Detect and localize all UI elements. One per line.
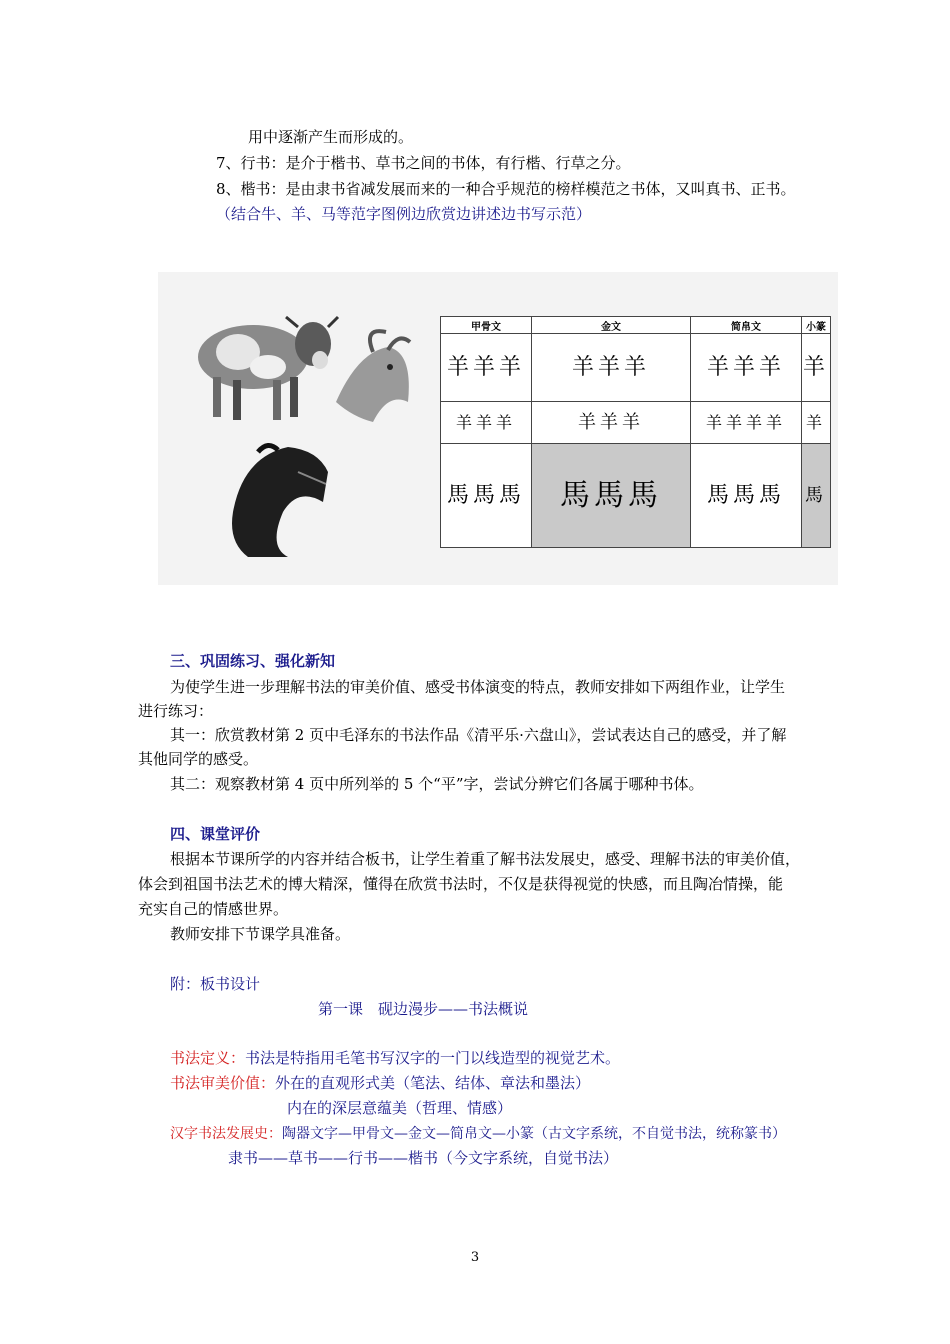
header-jiaguwen: 甲骨文 <box>441 317 532 334</box>
glyph-cell: 馬馬馬 <box>532 444 691 548</box>
glyph-cell: 馬馬馬 <box>441 444 532 548</box>
cow-illustration <box>198 317 338 420</box>
glyph-cell: 羊 <box>802 334 831 402</box>
intro-line-1: 用中逐渐产生而形成的。 <box>248 128 414 146</box>
section4-heading: 四、课堂评价 <box>170 825 261 843</box>
aesthetic-label: 书法审美价值： <box>170 1074 276 1092</box>
aesthetic-text-1: 外在的直观形式美（笔法、结体、章法和墨法） <box>275 1074 591 1092</box>
section4-para-line4: 教师安排下节课学具准备。 <box>170 925 351 943</box>
horse-illustration <box>232 445 328 557</box>
glyph-cell: 羊羊羊 <box>441 402 532 444</box>
board-definition-row <box>170 1048 620 1068</box>
aesthetic-text-2: 内在的深层意蕴美（哲理、情感） <box>287 1099 513 1117</box>
definition-label: 书法定义： <box>170 1049 246 1067</box>
header-xiaozhuan: 小篆 <box>802 317 831 334</box>
section4-para-line3: 充实自己的情感世界。 <box>138 900 289 918</box>
history-text-1: 陶器文字—甲骨文—金文—简帛文—小篆（古文字系统，不自觉书法，统称篆书） <box>282 1126 786 1142</box>
page-number: 3 <box>470 1250 480 1265</box>
glyph-cell: 馬 <box>802 444 831 548</box>
intro-line-2: 7、行书：是介于楷书、草书之间的书体，有行楷、行草之分。 <box>216 154 631 172</box>
glyph-cell: 羊 <box>802 402 831 444</box>
definition-text: 书法是特指用毛笔书写汉字的一门以线造型的视觉艺术。 <box>245 1049 621 1067</box>
section4-para-line1: 根据本节课所学的内容并结合板书，让学生着重了解书法发展史，感受、理解书法的审美价值， <box>170 850 801 868</box>
script-evolution-figure <box>158 272 838 585</box>
glyph-cell: 羊羊羊 <box>441 334 532 402</box>
intro-note: （结合牛、羊、马等范字图例边欣赏边讲述边书写示范） <box>216 205 592 223</box>
section4-para-line2: 体会到祖国书法艺术的博大精深，懂得在欣赏书法时，不仅是获得视觉的快感，而且陶冶情操，能 <box>138 875 784 893</box>
glyph-cell: 羊羊羊 <box>532 334 691 402</box>
section3-item1-line1: 其一：欣赏教材第 2 页中毛泽东的书法作品《清平乐·六盘山》，尝试表达自己的感受，并了解 <box>170 726 787 744</box>
board-title: 第一课 砚边漫步——书法概说 <box>318 1000 529 1018</box>
section3-item1-line2: 其他同学的感受。 <box>138 750 259 768</box>
section3-para1-line1: 为使学生进一步理解书法的审美价值、感受书体演变的特点，教师安排如下两组作业，让学生 <box>170 678 786 696</box>
section3-item2: 其二：观察教材第 4 页中所列举的 5 个“平”字，尝试分辨它们各属于哪种书体。 <box>170 775 704 793</box>
script-evolution-table <box>440 316 831 548</box>
board-aesthetic-row <box>170 1073 590 1093</box>
header-jinwen: 金文 <box>532 317 691 334</box>
animal-illustrations <box>158 272 438 585</box>
board-label: 附：板书设计 <box>170 975 261 993</box>
glyph-cell: 羊羊羊 <box>532 402 691 444</box>
intro-line-3: 8、楷书：是由隶书省减发展而来的一种合乎规范的榜样模范之书体，又叫真书、正书。 <box>216 180 796 198</box>
section3-heading: 三、巩固练习、强化新知 <box>170 652 336 670</box>
glyph-cell: 羊羊羊 <box>691 334 802 402</box>
section3-para1-line2: 进行练习： <box>138 702 214 720</box>
glyph-cell: 羊羊羊羊 <box>691 402 802 444</box>
header-jianbowen: 简帛文 <box>691 317 802 334</box>
goat-illustration <box>336 331 410 422</box>
glyph-cell: 馬馬馬 <box>691 444 802 548</box>
history-text-2: 隶书——草书——行书——楷书（今文字系统，自觉书法） <box>228 1149 619 1167</box>
board-history-row <box>170 1124 786 1144</box>
history-label: 汉字书法发展史： <box>170 1126 282 1142</box>
